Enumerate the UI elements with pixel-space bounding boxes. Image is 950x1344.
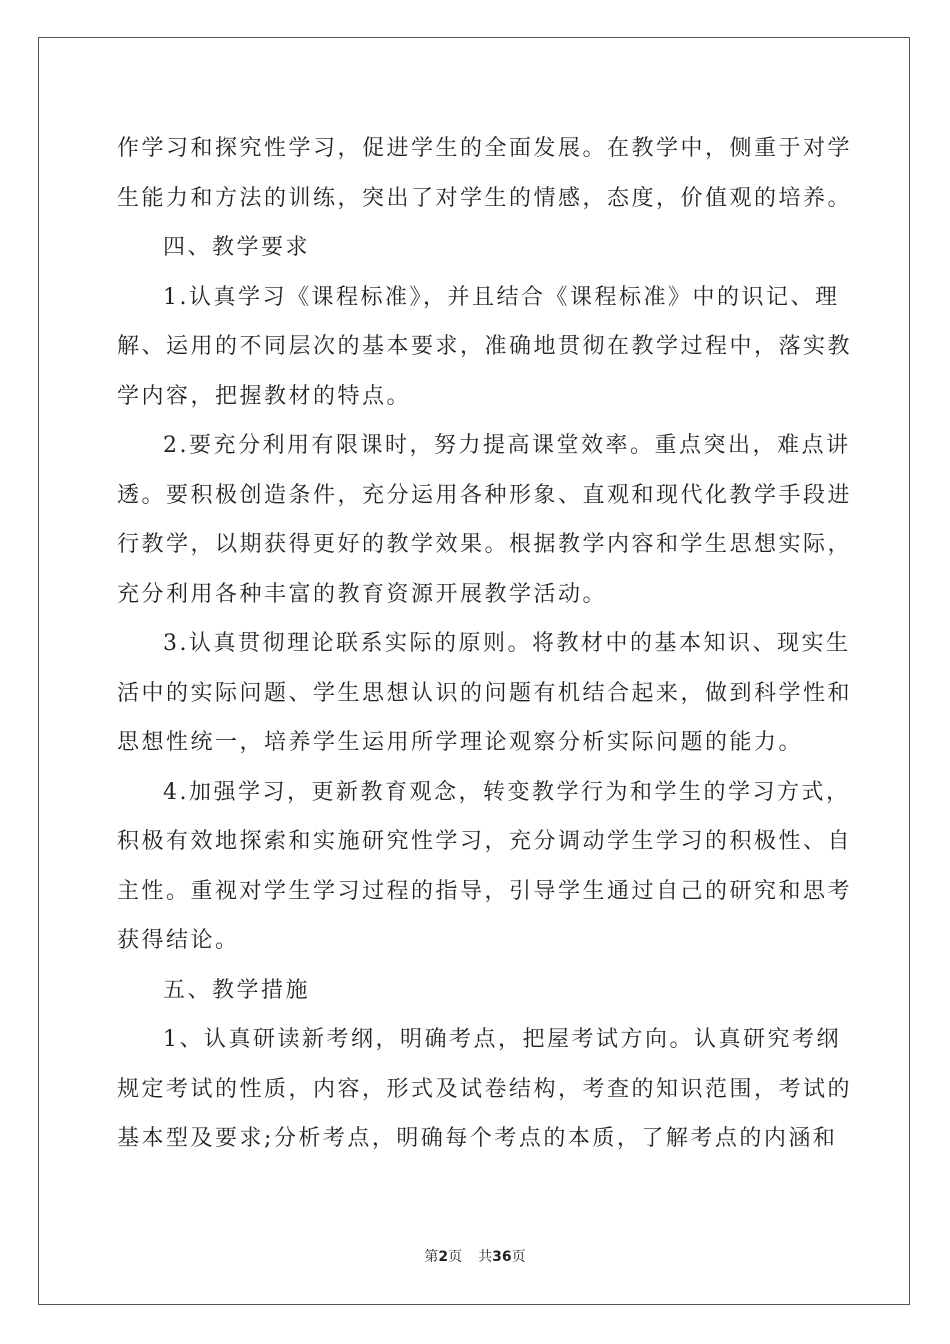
text-line: 1.认真学习《课程标准》，并且结合《课程标准》中的识记、理 [163,284,840,310]
document-body [117,124,853,1164]
section-heading: 五、教学措施 [163,977,311,1003]
total-pages: 36 [492,1249,512,1265]
text-line: 1、认真研读新考纲，明确考点，把屋考试方向。认真研究考纲 [163,1027,841,1052]
text-line: 基本型及要求;分析考点，明确每个考点的本质，了解考点的内涵和 [117,1126,838,1151]
page-number: 2 [438,1249,449,1265]
text-line: 获得结论。 [117,928,240,953]
text-line: 透。要积极创造条件，充分运用各种形象、直观和现代化教学手段进 [117,482,853,508]
text-line: 行教学，以期获得更好的教学效果。根据教学内容和学生思想实际， [117,532,853,557]
text-line: 4.加强学习，更新教育观念，转变教学行为和学生的学习方式， [163,779,851,805]
text-line: 3.认真贯彻理论联系实际的原则。将教材中的基本知识、现实生 [163,631,851,656]
total-suffix: 页 [511,1249,526,1265]
page-suffix: 页 [448,1249,463,1265]
text-line: 生能力和方法的训练，突出了对学生的情感，态度，价值观的培养。 [117,185,853,211]
section-heading: 四、教学要求 [163,235,311,260]
total-prefix: 共 [478,1249,493,1265]
page-prefix: 第 [424,1249,439,1265]
text-line: 积极有效地探索和实施研究性学习，充分调动学生学习的积极性、自 [117,829,853,854]
text-line: 活中的实际问题、学生思想认识的问题有机结合起来，做到科学性和 [117,680,853,706]
text-line: 思想性统一，培养学生运用所学理论观察分析实际问题的能力。 [117,730,804,755]
text-line: 学内容，把握教材的特点。 [117,383,412,409]
text-line: 充分利用各种丰富的教育资源开展教学活动。 [117,581,608,607]
text-line: 规定考试的性质，内容，形式及试卷结构，考查的知识范围，考试的 [117,1076,853,1102]
text-line: 作学习和探究性学习，促进学生的全面发展。在教学中，侧重于对学 [117,136,853,161]
text-line: 解、运用的不同层次的基本要求，准确地贯彻在教学过程中，落实教 [117,334,853,359]
text-line: 主性。重视对学生学习过程的指导，引导学生通过自己的研究和思考 [117,878,853,904]
text-line: 2.要充分利用有限课时，努力提高课堂效率。重点突出，难点讲 [163,433,851,458]
page-footer [0,1246,950,1266]
